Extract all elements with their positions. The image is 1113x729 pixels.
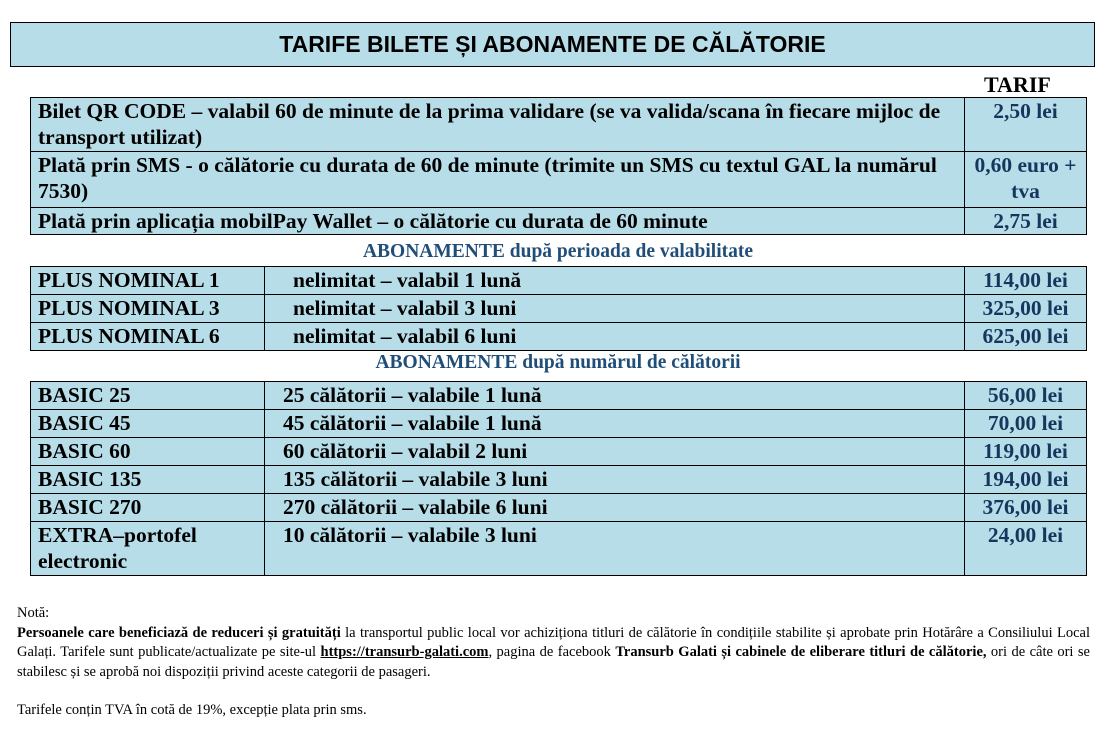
notes-label: Notă: xyxy=(17,605,50,621)
tarif-column-header: TARIF xyxy=(984,72,1051,97)
notes-text: , pagina de facebook xyxy=(488,644,616,660)
subscription-price: 376,00 lei xyxy=(965,494,1087,522)
table-row xyxy=(31,152,1087,208)
subscription-price: 119,00 lei xyxy=(965,438,1087,466)
subscription-name: EXTRA–portofel electronic xyxy=(31,522,265,576)
section-heading-trips: ABONAMENTE după numărul de călătorii xyxy=(375,352,741,373)
subscription-description: 135 călătorii – valabile 3 luni xyxy=(265,466,965,494)
subscription-description: 10 călătorii – valabile 3 luni xyxy=(265,522,965,576)
subscription-name: PLUS NOMINAL 3 xyxy=(31,295,265,323)
subscription-description: 45 călătorii – valabile 1 lună xyxy=(265,410,965,438)
subscription-price: 325,00 lei xyxy=(965,295,1087,323)
table-row xyxy=(31,98,1087,152)
subscription-description: 60 călătorii – valabil 2 luni xyxy=(265,438,965,466)
ticket-description: Plată prin SMS - o călătorie cu durata de 60 de minute (trimite un SMS cu textul GAL la numărul 7530) xyxy=(31,152,965,208)
subscription-name: BASIC 45 xyxy=(31,410,265,438)
table-row xyxy=(31,410,1087,438)
table-row xyxy=(31,208,1087,235)
subscription-description: nelimitat – valabil 3 luni xyxy=(265,295,965,323)
subscription-price: 625,00 lei xyxy=(965,323,1087,351)
vat-note: Tarifele conțin TVA în cotă de 19%, excepție plata prin sms. xyxy=(17,702,367,718)
notes-bold-text: Transurb Galati și cabinele de eliberare titluri de călătorie, xyxy=(615,644,987,660)
notes-text: la transportul public local vor achiziționa titluri de călătorie în condițiile stabilite și aprobate prin Hotărâre a Consiliului Local Galați. Tarifele sunt publicate/actualizate pe site-ul xyxy=(17,624,1090,660)
subscription-name: PLUS NOMINAL 6 xyxy=(31,323,265,351)
section-heading-validity: ABONAMENTE după perioada de valabilitate xyxy=(362,241,754,262)
notes-bold-text: Persoanele care beneficiază de reduceri și gratuități xyxy=(17,624,341,641)
subscription-price: 114,00 lei xyxy=(965,267,1087,295)
table-row xyxy=(31,466,1087,494)
table-row xyxy=(31,382,1087,410)
subscription-price: 70,00 lei xyxy=(965,410,1087,438)
notes-text: ori de câte ori se stabilesc și se aprobă noi dispoziții privind aceste categorii de pasageri. xyxy=(17,644,1090,680)
plus-subscriptions-table xyxy=(30,266,1087,351)
subscription-description: 25 călătorii – valabile 1 lună xyxy=(265,382,965,410)
subscription-description: nelimitat – valabil 6 luni xyxy=(265,323,965,351)
subscription-description: nelimitat – valabil 1 lună xyxy=(265,267,965,295)
table-row xyxy=(31,323,1087,351)
subscription-name: BASIC 60 xyxy=(31,438,265,466)
ticket-price: 2,50 lei xyxy=(965,98,1087,152)
table-row xyxy=(31,295,1087,323)
notes-paragraph xyxy=(17,624,1090,683)
table-row xyxy=(31,522,1087,576)
table-row xyxy=(31,438,1087,466)
table-row xyxy=(31,494,1087,522)
ticket-price: 0,60 euro + tva xyxy=(965,152,1087,208)
subscription-price: 194,00 lei xyxy=(965,466,1087,494)
website-link[interactable]: https://transurb-galati.com xyxy=(320,644,489,660)
tickets-table xyxy=(30,97,1087,235)
page-title: TARIFE BILETE ȘI ABONAMENTE DE CĂLĂTORIE xyxy=(10,22,1095,67)
ticket-description: Plată prin aplicația mobilPay Wallet – o călătorie cu durata de 60 minute xyxy=(31,208,965,235)
subscription-price: 56,00 lei xyxy=(965,382,1087,410)
ticket-description: Bilet QR CODE – valabil 60 de minute de la prima validare (se va valida/scana în fiecare mijloc de transport utilizat) xyxy=(31,98,965,152)
ticket-price: 2,75 lei xyxy=(965,208,1087,235)
basic-subscriptions-table xyxy=(30,381,1087,576)
subscription-price: 24,00 lei xyxy=(965,522,1087,576)
subscription-name: BASIC 135 xyxy=(31,466,265,494)
subscription-description: 270 călătorii – valabile 6 luni xyxy=(265,494,965,522)
table-row xyxy=(31,267,1087,295)
notes-section xyxy=(17,604,1090,721)
subscription-name: PLUS NOMINAL 1 xyxy=(31,267,265,295)
subscription-name: BASIC 25 xyxy=(31,382,265,410)
subscription-name: BASIC 270 xyxy=(31,494,265,522)
